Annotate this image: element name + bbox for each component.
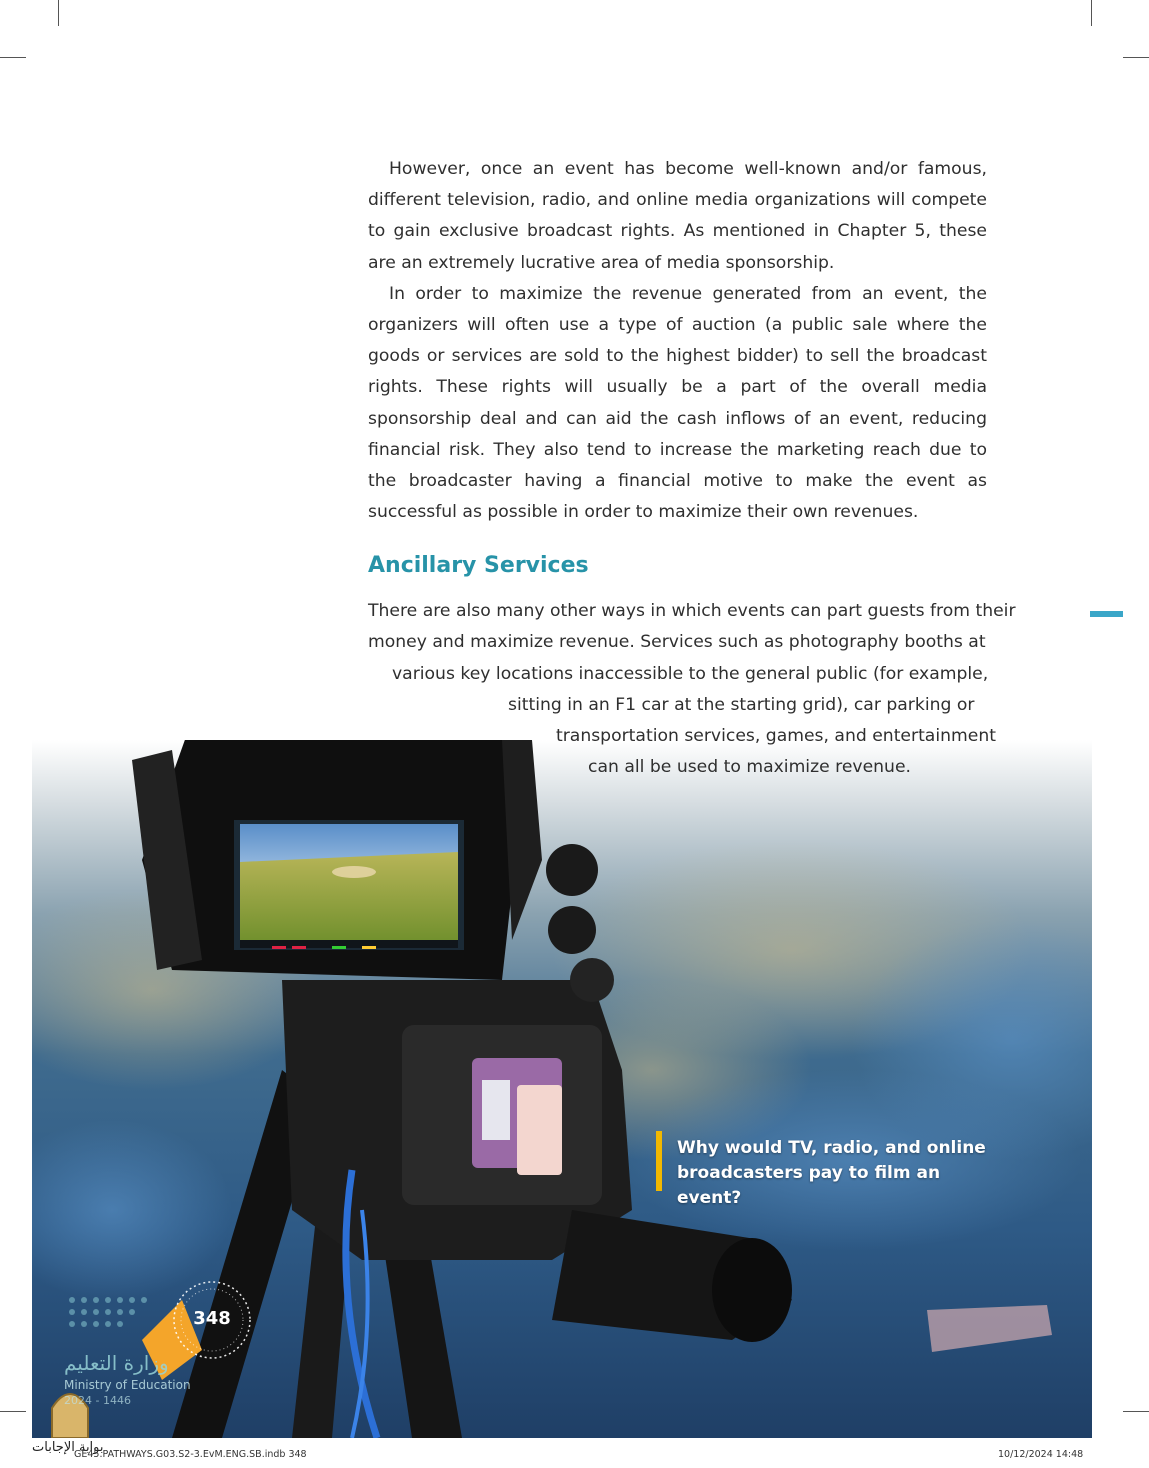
photo-caption: Why would TV, radio, and online broadcasters pay to film an event? [677,1138,986,1208]
crop-mark [1123,1411,1149,1412]
section-heading: Ancillary Services [368,553,589,578]
ministry-logo-english: Ministry of Education [64,1378,191,1392]
caption-accent-bar [656,1131,662,1191]
ancillary-line: sitting in an F1 car at the starting grid), car parking or [508,695,975,715]
paragraph-broadcast-rights: However, once an event has become well-known and/or famous, different television, radio, and online media organizations will compete to gain exclusive broadcast rights. As mentioned in Chapter 5, these are an extremely lucrative area of media sponsorship. [368,159,987,273]
site-watermark: بوابة الإجابات [32,1440,104,1455]
print-footer-file: GE45.PATHWAYS.G03.S2-3.EvM.ENG.SB.indb 348 [74,1449,307,1460]
crop-mark [1091,0,1092,26]
ancillary-line: money and maximize revenue. Services such as photography booths at [368,632,986,652]
ministry-logo-arabic: وزارة التعليم [64,1351,169,1375]
section-tab-marker [1090,611,1123,617]
crop-mark [0,1411,26,1412]
ancillary-line: There are also many other ways in which events can part guests from their [368,601,1016,621]
paragraph-auction: In order to maximize the revenue generated from an event, the organizers will often use a type of auction (a public sale where the goods or services are sold to the highest bidder) to sell the broadcast rights. These rights will usually be a part of the overall media sponsorship deal and can aid the cash inflows of an event, reducing financial risk. They also tend to increase the marketing reach due to the broadcaster having a financial motive to make the event as successful as possible in order to maximize their own revenues. [368,283,987,523]
ancillary-line: various key locations inaccessible to the general public (for example, [392,664,989,684]
crop-mark [1123,57,1149,58]
print-footer-date: 10/12/2024 14:48 [998,1449,1084,1460]
ancillary-line: can all be used to maximize revenue. [588,757,911,777]
ancillary-line: transportation services, games, and entertainment [556,726,996,746]
crop-mark [58,0,59,26]
crop-mark [0,57,26,58]
ministry-logo-year: 2024 - 1446 [64,1394,131,1407]
article-body [368,154,987,528]
page-number: 348 [193,1307,231,1329]
